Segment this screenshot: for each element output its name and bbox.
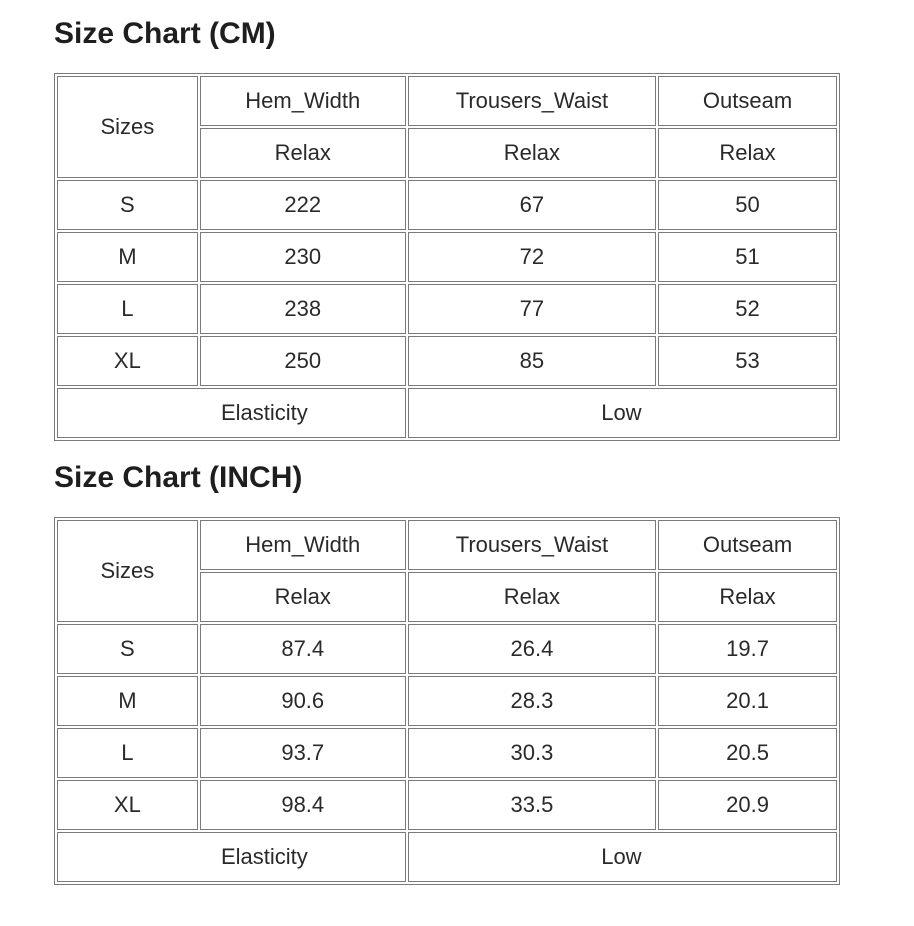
column-header-hem-width: Hem_Width: [200, 76, 406, 126]
column-header-outseam: Outseam: [658, 76, 837, 126]
value-cell: 30.3: [408, 728, 656, 778]
table-header-row: [57, 76, 837, 126]
subheader-cell: Relax: [200, 128, 406, 178]
size-chart-cm-table: [54, 73, 840, 441]
value-cell: 85: [408, 336, 656, 386]
size-cell: XL: [57, 780, 198, 830]
table-row: [57, 624, 837, 674]
value-cell: 19.7: [658, 624, 837, 674]
value-cell: 20.5: [658, 728, 837, 778]
value-cell: 93.7: [200, 728, 406, 778]
table-row: [57, 728, 837, 778]
subheader-cell: Relax: [658, 572, 837, 622]
table-row: [57, 336, 837, 386]
value-cell: 51: [658, 232, 837, 282]
elasticity-value-cell: [408, 832, 837, 882]
elasticity-label-cell: [57, 388, 406, 438]
sizes-header: Sizes: [57, 76, 198, 178]
size-cell: M: [57, 676, 198, 726]
elasticity-value: Low: [601, 844, 642, 869]
subheader-cell: Relax: [658, 128, 837, 178]
value-cell: 28.3: [408, 676, 656, 726]
value-cell: 67: [408, 180, 656, 230]
column-header-hem-width: Hem_Width: [200, 520, 406, 570]
table-row: [57, 676, 837, 726]
size-chart-inch-table: [54, 517, 840, 885]
size-cell: M: [57, 232, 198, 282]
value-cell: 90.6: [200, 676, 406, 726]
size-cell: S: [57, 180, 198, 230]
value-cell: 230: [200, 232, 406, 282]
value-cell: 222: [200, 180, 406, 230]
elasticity-value: Low: [601, 400, 642, 425]
table-row: [57, 180, 837, 230]
size-cell: XL: [57, 336, 198, 386]
table-header-row: [57, 520, 837, 570]
size-chart-cm-title: Size Chart (CM): [54, 17, 276, 50]
value-cell: 20.1: [658, 676, 837, 726]
value-cell: 98.4: [200, 780, 406, 830]
value-cell: 52: [658, 284, 837, 334]
elasticity-row: [57, 388, 837, 438]
elasticity-label-cell: [57, 832, 406, 882]
sizes-header: Sizes: [57, 520, 198, 622]
value-cell: 238: [200, 284, 406, 334]
value-cell: 77: [408, 284, 656, 334]
value-cell: 72: [408, 232, 656, 282]
elasticity-label: Elasticity: [220, 844, 308, 869]
subheader-cell: Relax: [200, 572, 406, 622]
column-header-trousers-waist: Trousers_Waist: [408, 520, 656, 570]
value-cell: 50: [658, 180, 837, 230]
value-cell: 250: [200, 336, 406, 386]
value-cell: 53: [658, 336, 837, 386]
size-cell: S: [57, 624, 198, 674]
column-header-trousers-waist: Trousers_Waist: [408, 76, 656, 126]
size-cell: L: [57, 728, 198, 778]
table-row: [57, 232, 837, 282]
subheader-cell: Relax: [408, 128, 656, 178]
elasticity-label: Elasticity: [220, 400, 308, 425]
elasticity-value-cell: [408, 388, 837, 438]
value-cell: 87.4: [200, 624, 406, 674]
size-chart-inch-title: Size Chart (INCH): [54, 461, 303, 494]
subheader-cell: Relax: [408, 572, 656, 622]
column-header-outseam: Outseam: [658, 520, 837, 570]
value-cell: 20.9: [658, 780, 837, 830]
elasticity-row: [57, 832, 837, 882]
value-cell: 33.5: [408, 780, 656, 830]
size-cell: L: [57, 284, 198, 334]
table-row: [57, 780, 837, 830]
value-cell: 26.4: [408, 624, 656, 674]
table-row: [57, 284, 837, 334]
